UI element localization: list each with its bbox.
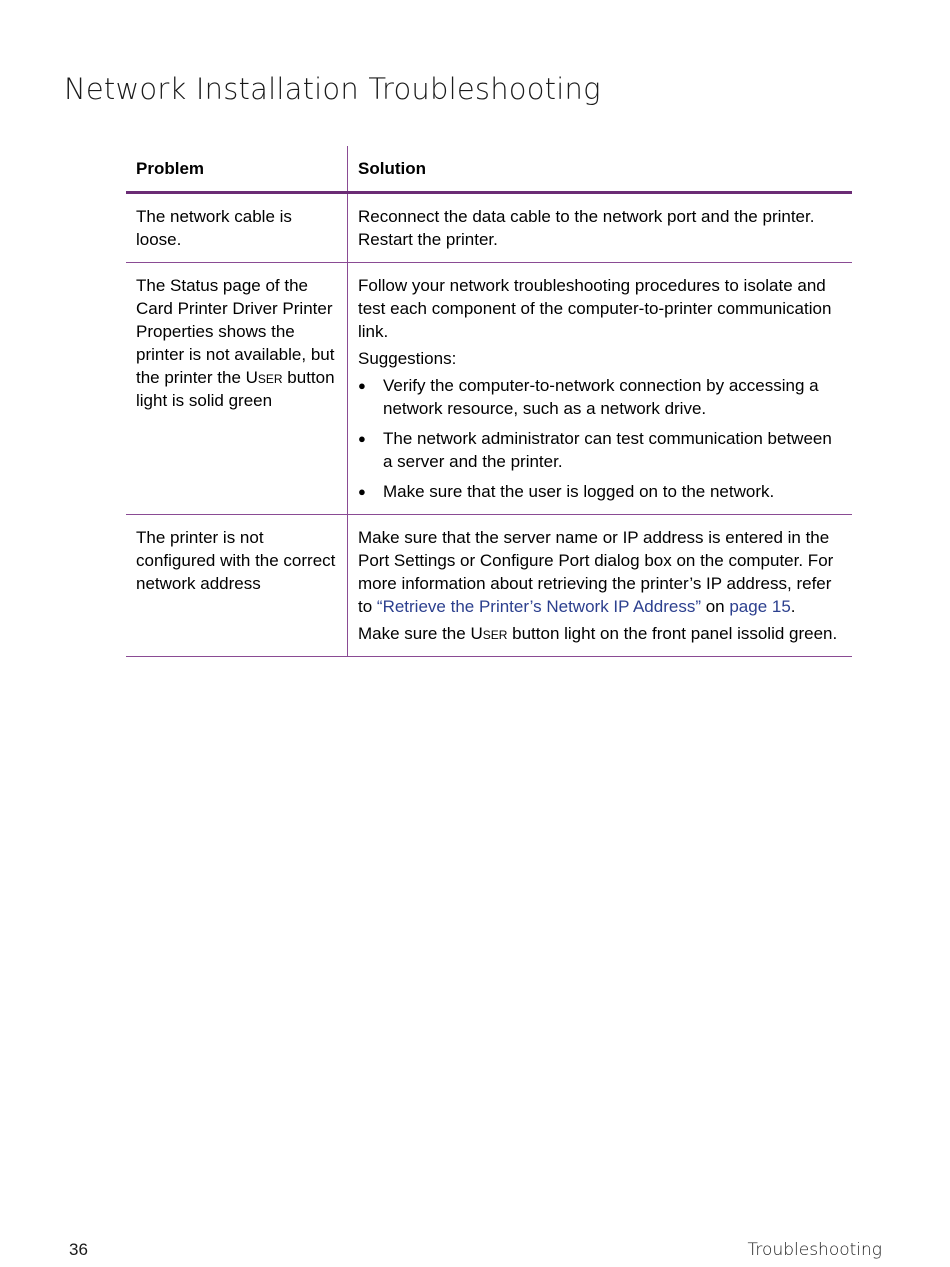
solution-text-part: on (700, 597, 730, 616)
list-item (358, 427, 842, 473)
list-item (358, 374, 842, 420)
header-solution: Solution (348, 146, 853, 193)
solution-text: Reconnect the data cable to the network port and the printer. Restart the printer. (358, 207, 815, 249)
retrieve-ip-link[interactable]: “Retrieve the Printer’s Network IP Address” (376, 597, 701, 616)
page-number: 36 (69, 1240, 88, 1259)
footer-section-name: Troubleshooting (747, 1240, 882, 1260)
solution-intro: Follow your network troubleshooting procedures to isolate and test each component of the computer-to-printer communication link. (358, 276, 832, 341)
bullet-icon: ● (358, 378, 366, 393)
solution-cell (348, 263, 853, 515)
list-item-text: Verify the computer-to-network connection by accessing a network resource, such as a network drive. (383, 376, 819, 418)
page-title: Network Installation Troubleshooting (64, 72, 601, 106)
table-row (126, 263, 852, 515)
list-item-text: Make sure that the user is logged on to the network. (383, 482, 775, 501)
solution-text (358, 526, 842, 618)
solution-cell (348, 515, 853, 657)
troubleshooting-table (126, 146, 852, 657)
problem-text-part: The Status page of the Card Printer Driver Printer Properties shows the printer is not available, but the printer the (136, 276, 335, 387)
table-row (126, 515, 852, 657)
problem-cell (126, 193, 348, 263)
list-item-text: The network administrator can test communication between a server and the printer. (383, 429, 832, 471)
header-problem: Problem (126, 146, 348, 193)
solution-cell (348, 193, 853, 263)
bullet-icon: ● (358, 431, 366, 446)
problem-text: The network cable is loose. (136, 207, 292, 249)
table-row (126, 193, 852, 263)
solution-text-2 (358, 622, 842, 645)
solution-text-part: Make sure the (358, 624, 471, 643)
page-link[interactable]: page 15 (729, 597, 791, 616)
table-header-row (126, 146, 852, 193)
solution-text-part: button light on the front panel issolid green. (507, 624, 838, 643)
list-item (358, 480, 842, 503)
solution-text-part: Make sure that the server name or IP address is entered in the Port Settings or Configure Port dialog box on the computer. For more information about retrieving the printer’s IP address, refer to (358, 528, 834, 616)
problem-text-part: button light is solid green (136, 368, 335, 410)
problem-text: The printer is not configured with the correct network address (136, 528, 336, 593)
problem-cell (126, 263, 348, 515)
user-button-name: User (245, 368, 283, 387)
user-button-name: User (470, 624, 508, 643)
problem-cell (126, 515, 348, 657)
suggestions-label: Suggestions: (358, 349, 457, 368)
suggestions-list (358, 374, 842, 503)
problem-text (136, 274, 337, 412)
solution-text-part: . (790, 597, 796, 616)
bullet-icon: ● (358, 484, 366, 499)
